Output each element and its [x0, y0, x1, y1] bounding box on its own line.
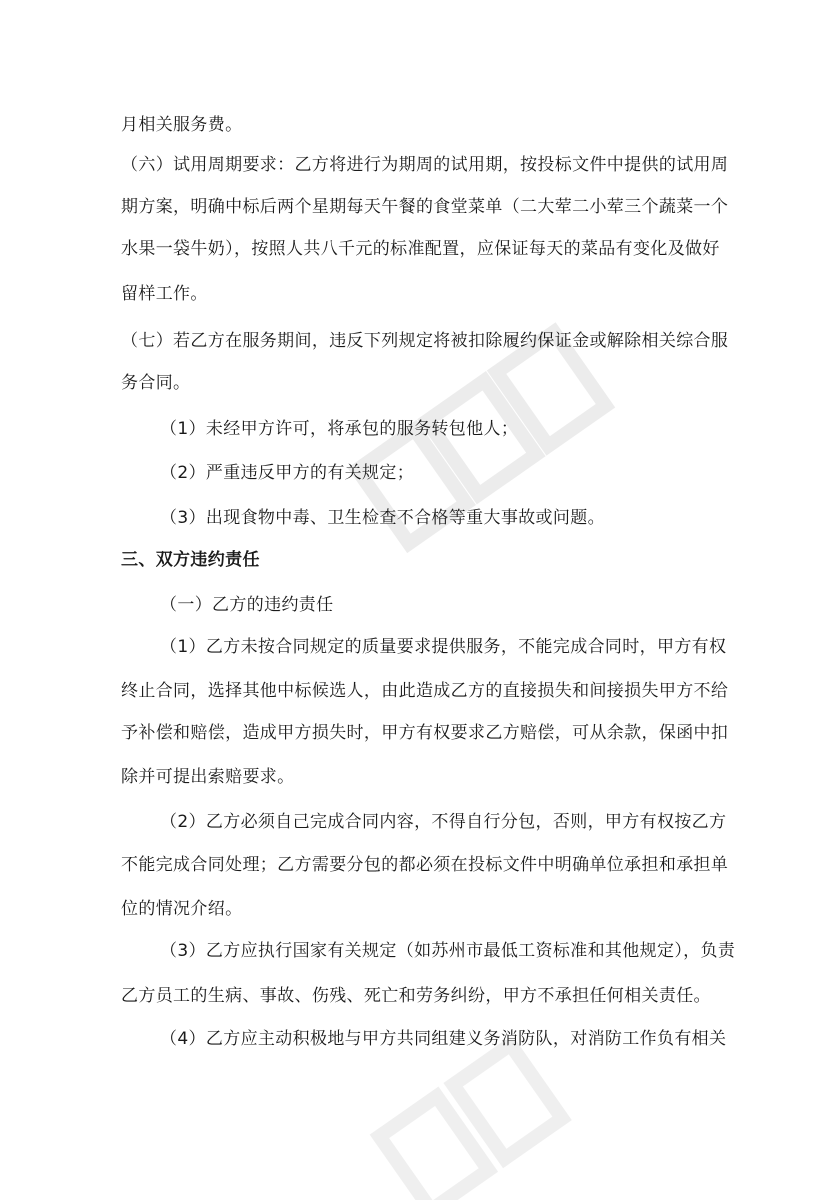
watermark-icon	[330, 1040, 650, 1200]
document-page: 月相关服务费。 （六）试用周期要求：乙方将进行为期周的试用期，按投标文件中提供的试用周 期方案，明确中标后两个星期每天午餐的食堂菜单（二大荤二小荤三个蔬菜一个 水果一袋牛奶），按照人共八千元的标准配置，应保证每天的菜品有变化及做好 留样工作。 （七）若乙方在服务期间，违反下列规定将被扣除履约保证金或解除相关综合服 务合同。 （1）未经甲方许可，将承包的服务转包他人； （2）严重违反甲方的有关规定； （3）出现食物中毒、卫生检查不合格等重大事故或问题。 三、双方违约责任 （一）乙方的违约责任 （1）乙方未按合同规定的质量要求提供服务，不能完成合同时，甲方有权 终止合同，选择其他中标候选人，由此造成乙方的直接损失和间接损失甲方不给 予补偿和赔偿，造成甲方损失时，甲方有权要求乙方赔偿，可从余款，保函中扣 除并可提出索赔要求。 （2）乙方必须自己完成合同内容，不得自行分包，否则，甲方有权按乙方 不能完成合同处理；乙方需要分包的都必须在投标文件中明确单位承担和承担单 位的情况介绍。 （3）乙方应执行国家有关规定（如苏州市最低工资标准和其他规定），负责 乙方员工的生病、事故、伤残、死亡和劳务纠纷，甲方不承担任何相关责任。 （4）乙方应主动积极地与甲方共同组建义务消防队，对消防工作负有相关	[0, 0, 830, 1174]
